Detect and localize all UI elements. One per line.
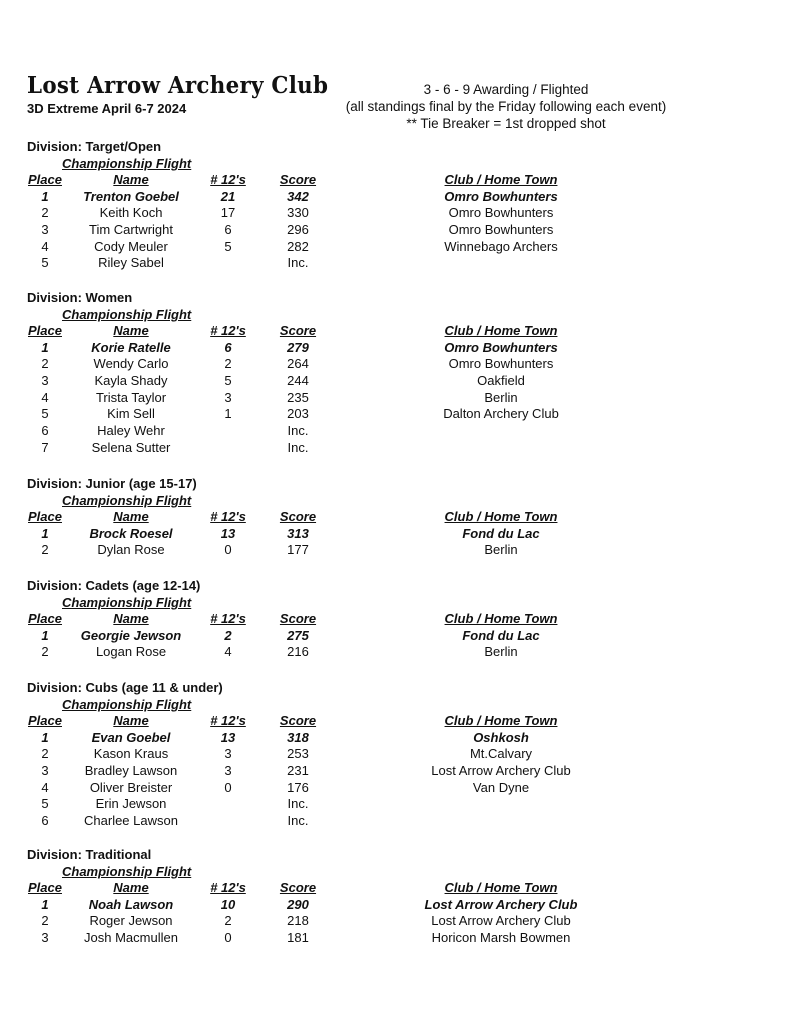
cell-score: 231	[287, 763, 309, 779]
column-header-score: Score	[279, 713, 317, 728]
cell-score: Inc.	[287, 255, 309, 271]
cell-place: 1	[41, 729, 49, 745]
cell-score: Inc.	[287, 813, 309, 829]
column-header-name: Name	[113, 880, 149, 895]
cell-place: 1	[41, 896, 49, 912]
cell-place: 5	[41, 796, 49, 812]
cell-place: 6	[41, 813, 49, 829]
cell-score: 216	[287, 644, 309, 660]
cell-name: Dylan Rose	[97, 542, 165, 558]
event-subtitle: 3D Extreme April 6-7 2024	[27, 101, 187, 116]
cell-place: 2	[41, 542, 49, 558]
cell-name: Roger Jewson	[89, 913, 173, 929]
division-section	[27, 577, 767, 661]
column-header-place: Place	[28, 172, 62, 187]
cell-score: 296	[287, 222, 309, 238]
cell-club: Lost Arrow Archery Club	[431, 913, 571, 929]
tie-breaker-note: ** Tie Breaker = 1st dropped shot	[406, 116, 606, 131]
column-header-club: Club / Home Town	[444, 172, 558, 187]
cell-score: 203	[287, 406, 309, 422]
division-section	[27, 138, 767, 272]
column-header-score: Score	[279, 880, 317, 895]
cell-score: 313	[287, 525, 309, 541]
cell-twelves: 5	[224, 238, 232, 254]
cell-twelves: 2	[224, 913, 232, 929]
cell-name: Trista Taylor	[95, 389, 167, 405]
division-title: Division: Junior (age 15-17)	[27, 476, 197, 491]
column-header-name: Name	[113, 323, 149, 338]
table-row	[27, 796, 767, 813]
cell-club: Berlin	[484, 542, 518, 558]
table-header	[27, 880, 767, 897]
division-title: Division: Target/Open	[27, 139, 162, 154]
cell-name: Oliver Breister	[89, 779, 173, 795]
column-header-club: Club / Home Town	[444, 323, 558, 338]
cell-name: Kason Kraus	[93, 746, 169, 762]
column-header-twelves: # 12's	[210, 880, 246, 895]
cell-place: 2	[41, 356, 49, 372]
table-row	[27, 897, 767, 914]
cell-name: Riley Sabel	[98, 255, 164, 271]
cell-score: 176	[287, 779, 309, 795]
cell-score: 181	[287, 930, 309, 946]
cell-place: 4	[41, 238, 49, 254]
table-row	[27, 746, 767, 763]
cell-place: 3	[41, 222, 49, 238]
cell-name: Evan Goebel	[91, 729, 171, 745]
cell-club: Berlin	[484, 644, 518, 660]
table-header	[27, 323, 767, 340]
cell-place: 3	[41, 930, 49, 946]
table-row	[27, 780, 767, 797]
division-section	[27, 475, 767, 559]
cell-club: Oakfield	[477, 373, 525, 389]
cell-twelves: 0	[224, 930, 232, 946]
cell-name: Wendy Carlo	[93, 356, 169, 372]
cell-score: 282	[287, 238, 309, 254]
cell-place: 3	[41, 763, 49, 779]
cell-club: Dalton Archery Club	[443, 406, 559, 422]
cell-club: Van Dyne	[472, 779, 530, 795]
table-row	[27, 730, 767, 747]
cell-place: 5	[41, 406, 49, 422]
column-header-twelves: # 12's	[210, 611, 246, 626]
awarding-note: 3 - 6 - 9 Awarding / Flighted	[423, 82, 589, 97]
cell-name: Keith Koch	[99, 205, 163, 221]
column-header-name: Name	[113, 172, 149, 187]
table-row	[27, 340, 767, 357]
cell-place: 5	[41, 255, 49, 271]
column-header-twelves: # 12's	[210, 323, 246, 338]
cell-twelves: 2	[224, 627, 232, 643]
column-header-place: Place	[28, 611, 62, 626]
column-header-score: Score	[279, 323, 317, 338]
table-row	[27, 255, 767, 272]
flight-title: Championship Flight	[62, 493, 192, 508]
cell-place: 7	[41, 439, 49, 455]
cell-name: Erin Jewson	[95, 796, 167, 812]
cell-name: Georgie Jewson	[80, 627, 182, 643]
table-row	[27, 913, 767, 930]
cell-club: Fond du Lac	[462, 627, 540, 643]
cell-club: Lost Arrow Archery Club	[431, 763, 571, 779]
cell-twelves: 6	[224, 222, 232, 238]
cell-name: Brock Roesel	[89, 525, 173, 541]
cell-score: 279	[287, 339, 309, 355]
table-row	[27, 813, 767, 830]
cell-club: Omro Bowhunters	[444, 339, 558, 355]
cell-twelves: 3	[224, 763, 232, 779]
cell-twelves: 17	[220, 205, 236, 221]
cell-place: 1	[41, 627, 49, 643]
flight-title: Championship Flight	[62, 697, 192, 712]
column-header-score: Score	[279, 611, 317, 626]
division-section	[27, 846, 767, 947]
cell-place: 2	[41, 644, 49, 660]
standings-note: (all standings final by the Friday following each event)	[345, 99, 667, 114]
column-header-club: Club / Home Town	[444, 509, 558, 524]
cell-club: Fond du Lac	[462, 525, 540, 541]
table-row	[27, 930, 767, 947]
division-title: Division: Cubs (age 11 & under)	[27, 680, 223, 695]
cell-place: 2	[41, 913, 49, 929]
division-title: Division: Traditional	[27, 847, 152, 862]
division-title: Division: Cadets (age 12-14)	[27, 578, 201, 593]
column-header-score: Score	[279, 172, 317, 187]
cell-score: 244	[287, 373, 309, 389]
division-section	[27, 679, 767, 830]
cell-place: 1	[41, 339, 49, 355]
table-row	[27, 628, 767, 645]
cell-club: Omro Bowhunters	[448, 222, 554, 238]
column-header-place: Place	[28, 509, 62, 524]
column-header-club: Club / Home Town	[444, 611, 558, 626]
cell-name: Korie Ratelle	[91, 339, 171, 355]
cell-twelves: 5	[224, 373, 232, 389]
cell-twelves: 3	[224, 389, 232, 405]
table-row	[27, 222, 767, 239]
cell-name: Selena Sutter	[91, 439, 171, 455]
table-row	[27, 205, 767, 222]
cell-twelves: 10	[220, 896, 236, 912]
cell-club: Winnebago Archers	[444, 238, 558, 254]
cell-name: Noah Lawson	[88, 896, 174, 912]
cell-name: Kim Sell	[107, 406, 155, 422]
cell-score: Inc.	[287, 796, 309, 812]
table-row	[27, 390, 767, 407]
table-row	[27, 526, 767, 543]
cell-twelves: 6	[224, 339, 232, 355]
column-header-place: Place	[28, 880, 62, 895]
table-header	[27, 713, 767, 730]
cell-place: 3	[41, 373, 49, 389]
flight-title: Championship Flight	[62, 864, 192, 879]
cell-score: 253	[287, 746, 309, 762]
cell-twelves: 0	[224, 779, 232, 795]
table-row	[27, 423, 767, 440]
table-header	[27, 172, 767, 189]
cell-club: Lost Arrow Archery Club	[424, 896, 578, 912]
cell-name: Cody Meuler	[94, 238, 168, 254]
column-header-score: Score	[279, 509, 317, 524]
cell-club: Omro Bowhunters	[444, 188, 558, 204]
table-row	[27, 239, 767, 256]
division-section	[27, 289, 767, 457]
cell-club: Oshkosh	[473, 729, 529, 745]
cell-place: 6	[41, 423, 49, 439]
column-header-name: Name	[113, 611, 149, 626]
cell-twelves: 1	[224, 406, 232, 422]
column-header-club: Club / Home Town	[444, 880, 558, 895]
cell-place: 4	[41, 779, 49, 795]
column-header-place: Place	[28, 323, 62, 338]
cell-club: Omro Bowhunters	[448, 205, 554, 221]
event-notes	[330, 81, 682, 132]
table-row	[27, 542, 767, 559]
cell-place: 2	[41, 205, 49, 221]
table-row	[27, 644, 767, 661]
cell-place: 4	[41, 389, 49, 405]
cell-score: Inc.	[287, 439, 309, 455]
cell-name: Charlee Lawson	[84, 813, 178, 829]
cell-twelves: 0	[224, 542, 232, 558]
cell-name: Josh Macmullen	[84, 930, 178, 946]
table-row	[27, 356, 767, 373]
cell-score: 264	[287, 356, 309, 372]
flight-title: Championship Flight	[62, 156, 192, 171]
cell-name: Tim Cartwright	[88, 222, 174, 238]
cell-twelves: 4	[224, 644, 232, 660]
column-header-twelves: # 12's	[210, 172, 246, 187]
cell-place: 1	[41, 525, 49, 541]
cell-score: 177	[287, 542, 309, 558]
cell-twelves: 3	[224, 746, 232, 762]
cell-club: Horicon Marsh Bowmen	[431, 930, 571, 946]
cell-name: Trenton Goebel	[83, 188, 179, 204]
cell-name: Haley Wehr	[97, 423, 165, 439]
club-title: Lost Arrow Archery Club	[27, 72, 329, 99]
column-header-twelves: # 12's	[210, 713, 246, 728]
flight-title: Championship Flight	[62, 307, 192, 322]
column-header-name: Name	[113, 713, 149, 728]
column-header-name: Name	[113, 509, 149, 524]
cell-name: Logan Rose	[95, 644, 167, 660]
cell-score: 235	[287, 389, 309, 405]
cell-score: 330	[287, 205, 309, 221]
cell-score: 290	[287, 896, 309, 912]
cell-score: 218	[287, 913, 309, 929]
table-row	[27, 373, 767, 390]
column-header-club: Club / Home Town	[444, 713, 558, 728]
table-row	[27, 189, 767, 206]
column-header-twelves: # 12's	[210, 509, 246, 524]
cell-score: 275	[287, 627, 309, 643]
column-header-place: Place	[28, 713, 62, 728]
cell-score: Inc.	[287, 423, 309, 439]
table-header	[27, 611, 767, 628]
cell-twelves: 13	[220, 525, 236, 541]
cell-twelves: 2	[224, 356, 232, 372]
division-title: Division: Women	[27, 290, 133, 305]
cell-twelves: 13	[220, 729, 236, 745]
table-header	[27, 509, 767, 526]
cell-score: 342	[287, 188, 309, 204]
cell-place: 1	[41, 188, 49, 204]
table-row	[27, 406, 767, 423]
cell-twelves: 21	[220, 188, 236, 204]
cell-club: Berlin	[484, 389, 518, 405]
cell-score: 318	[287, 729, 309, 745]
cell-name: Kayla Shady	[94, 373, 168, 389]
cell-name: Bradley Lawson	[84, 763, 178, 779]
cell-club: Omro Bowhunters	[448, 356, 554, 372]
flight-title: Championship Flight	[62, 595, 192, 610]
table-row	[27, 763, 767, 780]
table-row	[27, 440, 767, 457]
cell-club: Mt.Calvary	[469, 746, 533, 762]
cell-place: 2	[41, 746, 49, 762]
